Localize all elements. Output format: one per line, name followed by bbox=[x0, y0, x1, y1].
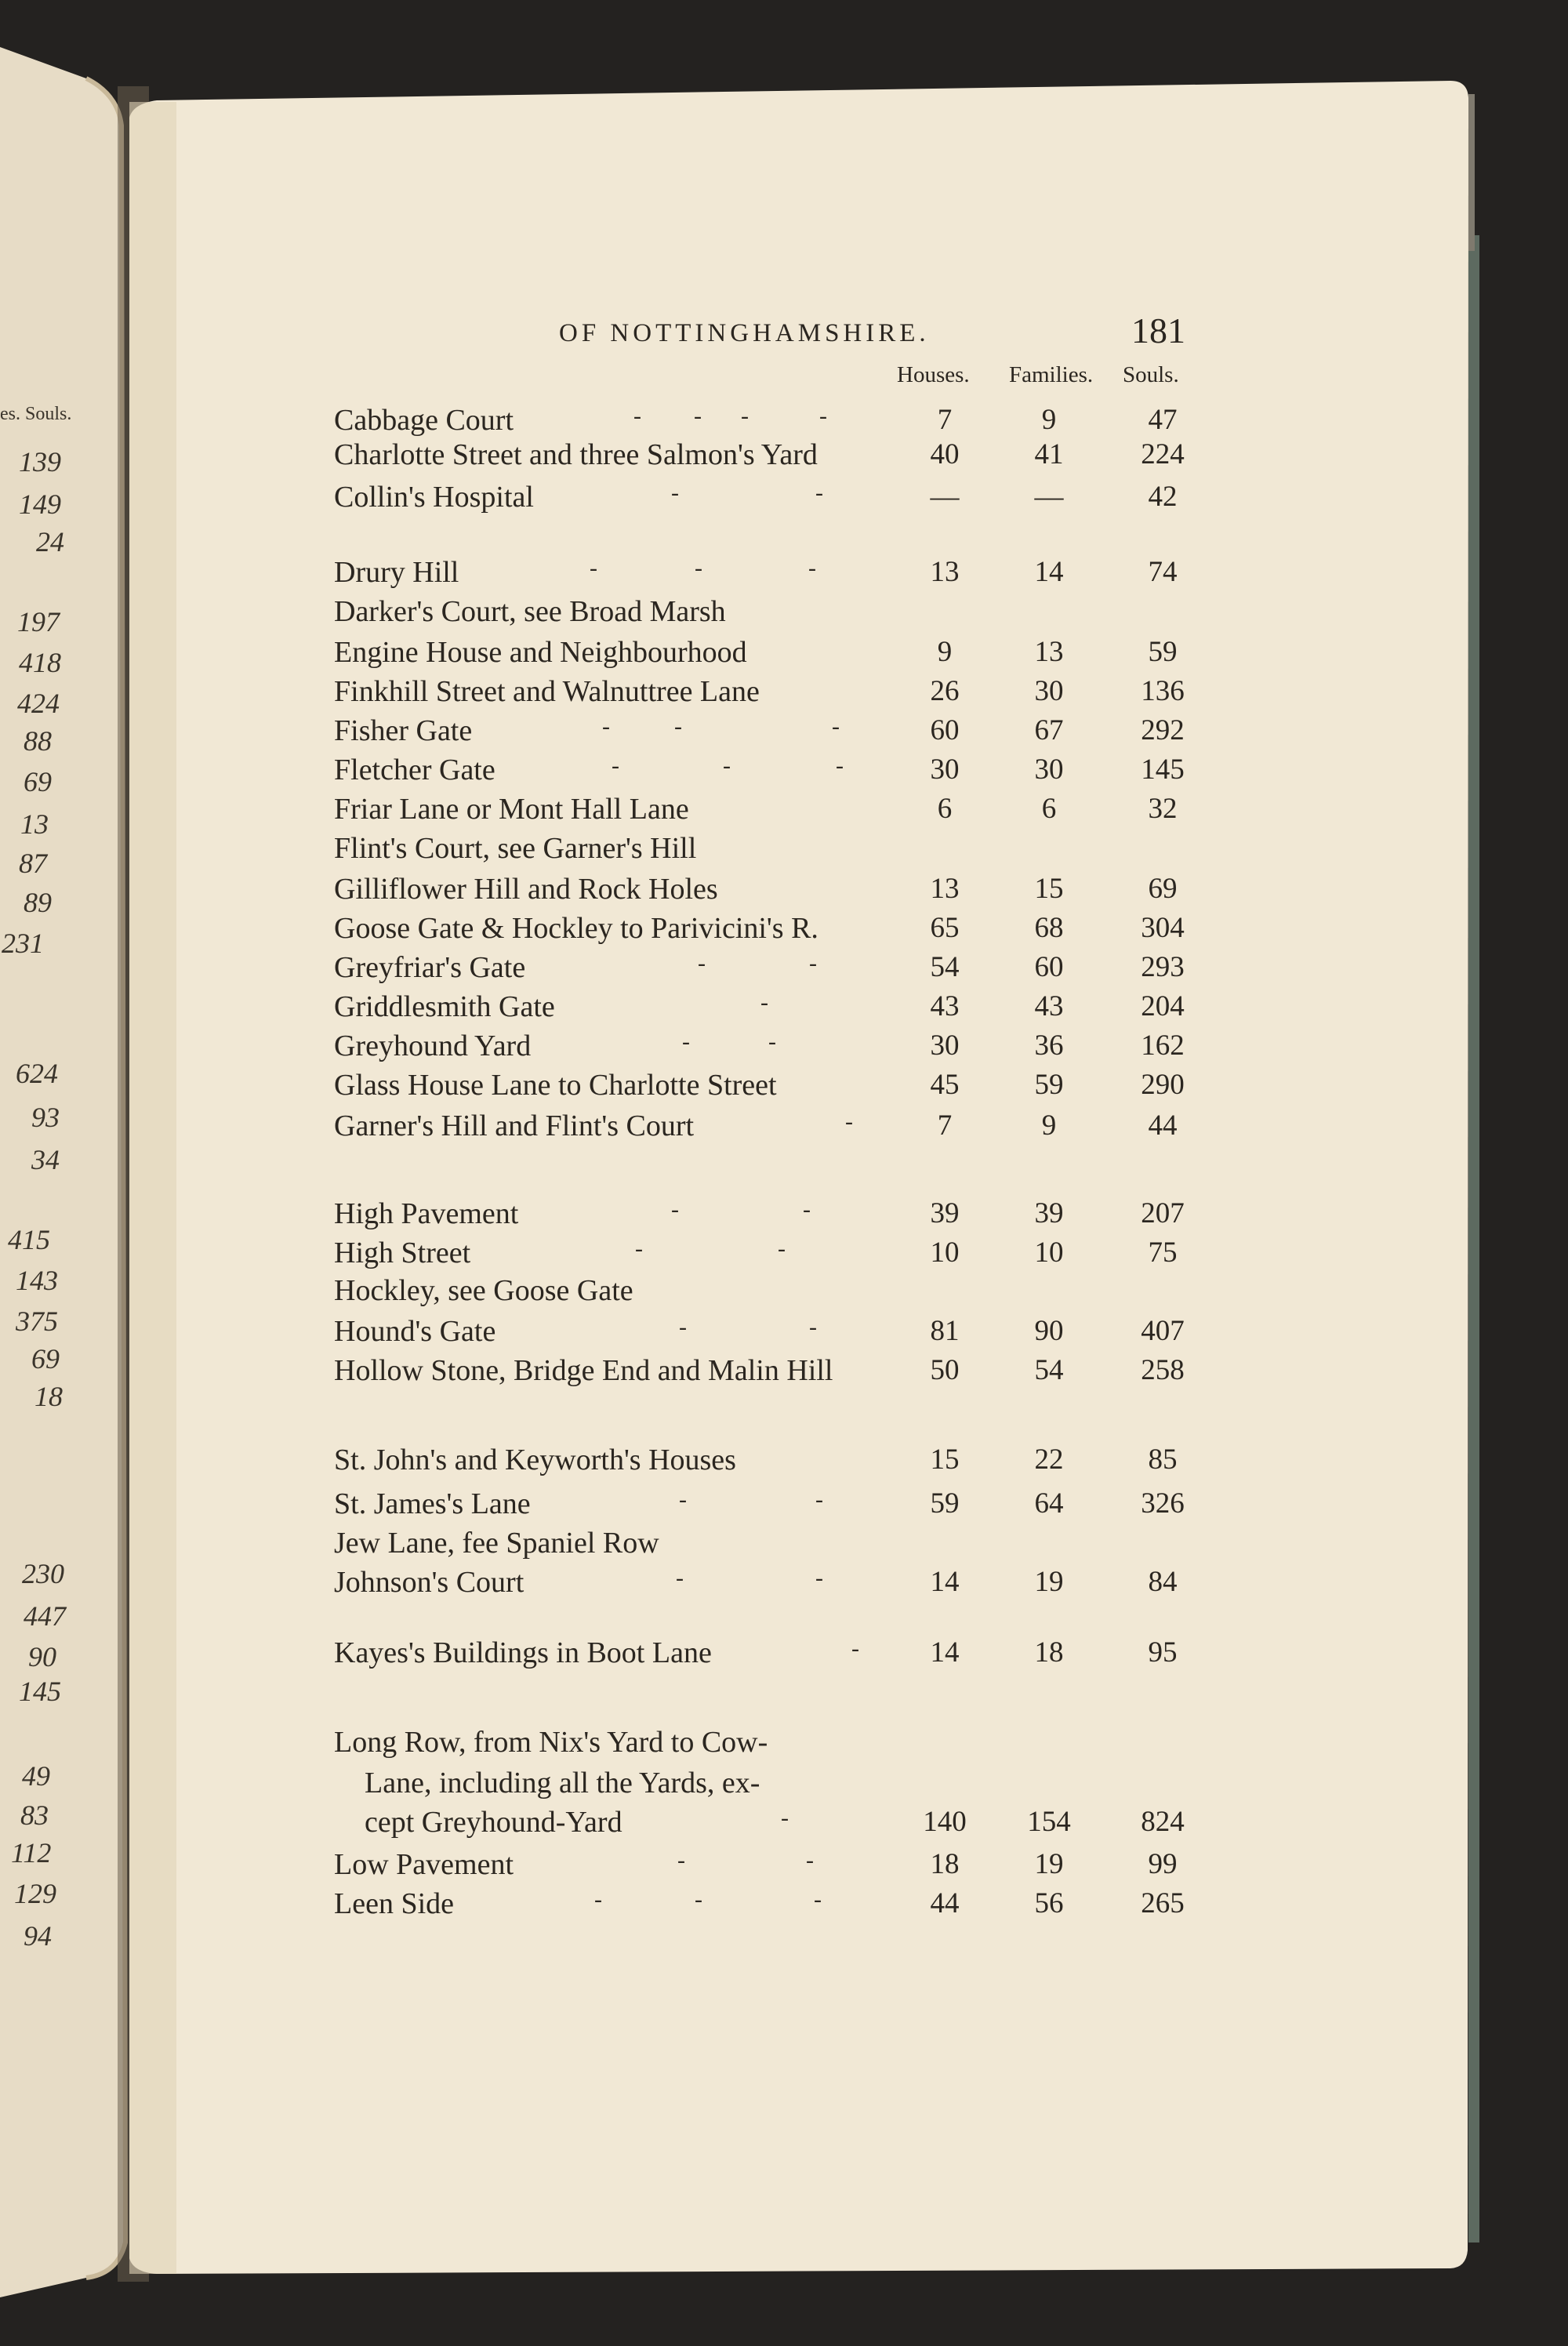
street-name: High Pavement bbox=[334, 1197, 519, 1230]
families-value: 67 bbox=[1034, 714, 1064, 746]
souls-value: 224 bbox=[1141, 438, 1185, 470]
street-name: Jew Lane, fee Spaniel Row bbox=[334, 1527, 659, 1560]
left-page-number: 94 bbox=[24, 1920, 52, 1952]
houses-value: 59 bbox=[930, 1487, 960, 1520]
table-row: cept Greyhound-Yard - 140 154 824 bbox=[0, 1805, 1568, 1844]
houses-value: 81 bbox=[930, 1315, 960, 1347]
table-row: Griddlesmith Gate - 43 43 204 bbox=[0, 990, 1568, 1029]
families-value: 68 bbox=[1034, 912, 1064, 944]
table-row: Low Pavement - - 18 19 99 bbox=[0, 1847, 1568, 1887]
souls-value: 824 bbox=[1141, 1806, 1185, 1838]
souls-value: 42 bbox=[1148, 481, 1178, 513]
street-name: Kayes's Buildings in Boot Lane bbox=[334, 1636, 712, 1669]
street-name: Friar Lane or Mont Hall Lane bbox=[334, 793, 689, 826]
street-name: St. John's and Keyworth's Houses bbox=[334, 1444, 736, 1476]
families-value: 22 bbox=[1034, 1444, 1064, 1476]
souls-value: 95 bbox=[1148, 1636, 1178, 1669]
street-name: Low Pavement bbox=[334, 1848, 514, 1881]
families-value: 19 bbox=[1034, 1848, 1064, 1880]
souls-value: 292 bbox=[1141, 714, 1185, 746]
street-name: Fisher Gate bbox=[334, 714, 473, 747]
left-page-number: 13 bbox=[20, 808, 49, 840]
houses-value: 45 bbox=[930, 1069, 960, 1101]
table-row: St. James's Lane - - 59 64 326 bbox=[0, 1487, 1568, 1526]
left-page-number: 375 bbox=[16, 1306, 58, 1337]
street-name: Leen Side bbox=[334, 1887, 455, 1920]
families-value: 18 bbox=[1034, 1636, 1064, 1669]
left-page-column-header: es. Souls. bbox=[0, 404, 72, 424]
houses-value: 9 bbox=[937, 636, 953, 668]
street-name: Collin's Hospital bbox=[334, 481, 534, 514]
families-value: 9 bbox=[1041, 404, 1057, 436]
left-page-number: 87 bbox=[19, 848, 47, 879]
left-page-number: 69 bbox=[24, 766, 52, 797]
left-page-number: 447 bbox=[24, 1600, 66, 1632]
left-page-number: 197 bbox=[17, 606, 60, 637]
table-row: Fletcher Gate - - - 30 30 145 bbox=[0, 753, 1568, 792]
houses-value: 7 bbox=[937, 404, 953, 436]
table-row: Hound's Gate - - 81 90 407 bbox=[0, 1314, 1568, 1353]
souls-value: 290 bbox=[1141, 1069, 1185, 1101]
street-name: Finkhill Street and Walnuttree Lane bbox=[334, 675, 760, 708]
street-name: Hound's Gate bbox=[334, 1315, 496, 1348]
left-page-number: 230 bbox=[22, 1558, 64, 1589]
street-name: Flint's Court, see Garner's Hill bbox=[334, 832, 697, 865]
families-value: 56 bbox=[1034, 1887, 1064, 1919]
souls-value: 74 bbox=[1148, 556, 1178, 588]
left-page-number: 145 bbox=[19, 1676, 61, 1707]
street-name: High Street bbox=[334, 1237, 471, 1269]
table-row bbox=[0, 594, 1568, 634]
families-value: 39 bbox=[1034, 1197, 1064, 1229]
families-value: 41 bbox=[1034, 438, 1064, 470]
table-row: Greyhound Yard - - 30 36 162 bbox=[0, 1029, 1568, 1068]
souls-value: 44 bbox=[1148, 1109, 1178, 1142]
houses-value: 15 bbox=[930, 1444, 960, 1476]
left-page-number: 24 bbox=[36, 526, 64, 557]
table-row bbox=[0, 1725, 1568, 1764]
street-name: St. James's Lane bbox=[334, 1487, 531, 1520]
street-name: Greyfriar's Gate bbox=[334, 951, 526, 984]
souls-value: 99 bbox=[1148, 1848, 1178, 1880]
table-row bbox=[0, 1353, 1568, 1393]
houses-value: 39 bbox=[930, 1197, 960, 1229]
left-page-number: 112 bbox=[11, 1837, 52, 1868]
souls-value: 85 bbox=[1148, 1444, 1178, 1476]
houses-value: 6 bbox=[937, 793, 953, 825]
souls-value: 69 bbox=[1148, 873, 1178, 905]
souls-value: 136 bbox=[1141, 675, 1185, 707]
families-value: 6 bbox=[1041, 793, 1057, 825]
table-row: Leen Side - - - 44 56 265 bbox=[0, 1887, 1568, 1926]
families-value: 90 bbox=[1034, 1315, 1064, 1347]
souls-value: 304 bbox=[1141, 912, 1185, 944]
left-page-number: 90 bbox=[28, 1641, 56, 1672]
souls-value: 326 bbox=[1141, 1487, 1185, 1520]
left-page-number: 88 bbox=[24, 725, 52, 757]
souls-value: 407 bbox=[1141, 1315, 1185, 1347]
houses-value: 43 bbox=[930, 990, 960, 1022]
street-name: Engine House and Neighbourhood bbox=[334, 636, 747, 669]
houses-value: — bbox=[930, 481, 960, 513]
street-name: Hollow Stone, Bridge End and Malin Hill bbox=[334, 1354, 833, 1387]
souls-value: 59 bbox=[1148, 636, 1178, 668]
left-page-number: 139 bbox=[19, 446, 61, 478]
houses-value: 14 bbox=[930, 1566, 960, 1598]
houses-value: 140 bbox=[923, 1806, 967, 1838]
houses-value: 50 bbox=[930, 1354, 960, 1386]
souls-value: 47 bbox=[1148, 404, 1178, 436]
houses-value: 44 bbox=[930, 1887, 960, 1919]
street-name: Lane, including all the Yards, ex- bbox=[365, 1767, 760, 1799]
table-row: Cabbage Court - - - - 7 9 47 bbox=[0, 403, 1568, 442]
street-name: Greyhound Yard bbox=[334, 1030, 532, 1062]
street-name: Long Row, from Nix's Yard to Cow- bbox=[334, 1726, 768, 1759]
table-row bbox=[0, 674, 1568, 714]
left-page-number: 89 bbox=[24, 887, 52, 918]
houses-value: 7 bbox=[937, 1109, 953, 1142]
houses-value: 13 bbox=[930, 556, 960, 588]
street-name: Gilliflower Hill and Rock Holes bbox=[334, 873, 718, 906]
families-value: 15 bbox=[1034, 873, 1064, 905]
left-page-number: 424 bbox=[17, 688, 60, 719]
street-name: Griddlesmith Gate bbox=[334, 990, 555, 1023]
houses-value: 60 bbox=[930, 714, 960, 746]
families-value: 60 bbox=[1034, 951, 1064, 983]
left-page-number: 415 bbox=[8, 1224, 50, 1255]
table-row: High Pavement - - 39 39 207 bbox=[0, 1197, 1568, 1236]
families-value: 9 bbox=[1041, 1109, 1057, 1142]
street-name: Garner's Hill and Flint's Court bbox=[334, 1109, 695, 1142]
left-page-number: 69 bbox=[31, 1343, 60, 1375]
table-row: Greyfriar's Gate - - 54 60 293 bbox=[0, 950, 1568, 990]
street-name: Hockley, see Goose Gate bbox=[334, 1274, 633, 1307]
table-row bbox=[0, 792, 1568, 831]
houses-value: 18 bbox=[930, 1848, 960, 1880]
table-row bbox=[0, 872, 1568, 911]
houses-value: 40 bbox=[930, 438, 960, 470]
column-header-souls: Souls. bbox=[1123, 362, 1179, 387]
families-value: 36 bbox=[1034, 1030, 1064, 1062]
families-value: 43 bbox=[1034, 990, 1064, 1022]
families-value: 30 bbox=[1034, 754, 1064, 786]
souls-value: 84 bbox=[1148, 1566, 1178, 1598]
table-row bbox=[0, 1766, 1568, 1805]
houses-value: 30 bbox=[930, 754, 960, 786]
left-page-number: 624 bbox=[16, 1058, 58, 1089]
left-page-number: 34 bbox=[31, 1144, 60, 1175]
families-value: 154 bbox=[1027, 1806, 1071, 1838]
table-row: Johnson's Court - - 14 19 84 bbox=[0, 1565, 1568, 1604]
souls-value: 145 bbox=[1141, 754, 1185, 786]
souls-value: 207 bbox=[1141, 1197, 1185, 1229]
families-value: 10 bbox=[1034, 1237, 1064, 1269]
houses-value: 14 bbox=[930, 1636, 960, 1669]
table-row: Garner's Hill and Flint's Court - 7 9 44 bbox=[0, 1109, 1568, 1148]
souls-value: 32 bbox=[1148, 793, 1178, 825]
families-value: 13 bbox=[1034, 636, 1064, 668]
street-name: Glass House Lane to Charlotte Street bbox=[334, 1069, 777, 1102]
table-row bbox=[0, 911, 1568, 950]
table-row bbox=[0, 1273, 1568, 1313]
page-number: 181 bbox=[1131, 310, 1185, 350]
street-name: Fletcher Gate bbox=[334, 754, 495, 786]
street-name: cept Greyhound-Yard bbox=[365, 1806, 622, 1839]
table-row: Fisher Gate - - - 60 67 292 bbox=[0, 714, 1568, 753]
column-header-families: Families. bbox=[1009, 362, 1094, 387]
left-page-number: 149 bbox=[19, 488, 61, 520]
street-name: Cabbage Court bbox=[334, 404, 514, 437]
table-row: High Street - - 10 10 75 bbox=[0, 1236, 1568, 1275]
table-row: Kayes's Buildings in Boot Lane - 14 18 95 bbox=[0, 1636, 1568, 1675]
street-name: Goose Gate & Hockley to Parivicini's R. bbox=[334, 912, 818, 945]
left-page-number: 418 bbox=[19, 647, 61, 678]
left-page-number: 49 bbox=[22, 1760, 50, 1792]
souls-value: 293 bbox=[1141, 951, 1185, 983]
left-page-number: 143 bbox=[16, 1265, 58, 1296]
families-value: 54 bbox=[1034, 1354, 1064, 1386]
houses-value: 65 bbox=[930, 912, 960, 944]
houses-value: 13 bbox=[930, 873, 960, 905]
table-row: Drury Hill - - - 13 14 74 bbox=[0, 555, 1568, 594]
street-name: Darker's Court, see Broad Marsh bbox=[334, 595, 726, 628]
souls-value: 265 bbox=[1141, 1887, 1185, 1919]
left-page-number: 93 bbox=[31, 1102, 60, 1133]
left-page-number: 231 bbox=[2, 928, 44, 959]
families-value: 14 bbox=[1034, 556, 1064, 588]
running-head-title: OF NOTTINGHAMSHIRE. bbox=[559, 319, 930, 347]
families-value: 59 bbox=[1034, 1069, 1064, 1101]
families-value: — bbox=[1034, 481, 1064, 513]
souls-value: 258 bbox=[1141, 1354, 1185, 1386]
street-name: Charlotte Street and three Salmon's Yard bbox=[334, 438, 818, 471]
left-page-number: 83 bbox=[20, 1799, 49, 1831]
table-row bbox=[0, 635, 1568, 674]
families-value: 30 bbox=[1034, 675, 1064, 707]
table-row bbox=[0, 1443, 1568, 1482]
street-name: Drury Hill bbox=[334, 556, 459, 589]
table-row bbox=[0, 1068, 1568, 1107]
table-row bbox=[0, 438, 1568, 477]
families-value: 64 bbox=[1034, 1487, 1064, 1520]
left-page-number: 129 bbox=[14, 1878, 56, 1909]
souls-value: 75 bbox=[1148, 1237, 1178, 1269]
left-page-number: 18 bbox=[34, 1381, 63, 1412]
table-row bbox=[0, 831, 1568, 870]
souls-value: 204 bbox=[1141, 990, 1185, 1022]
street-name: Johnson's Court bbox=[334, 1566, 524, 1599]
table-row bbox=[0, 1526, 1568, 1565]
houses-value: 30 bbox=[930, 1030, 960, 1062]
houses-value: 54 bbox=[930, 951, 960, 983]
column-header-houses: Houses. bbox=[897, 362, 970, 387]
families-value: 19 bbox=[1034, 1566, 1064, 1598]
houses-value: 26 bbox=[930, 675, 960, 707]
souls-value: 162 bbox=[1141, 1030, 1185, 1062]
table-row: Collin's Hospital - - — — 42 bbox=[0, 480, 1568, 519]
houses-value: 10 bbox=[930, 1237, 960, 1269]
